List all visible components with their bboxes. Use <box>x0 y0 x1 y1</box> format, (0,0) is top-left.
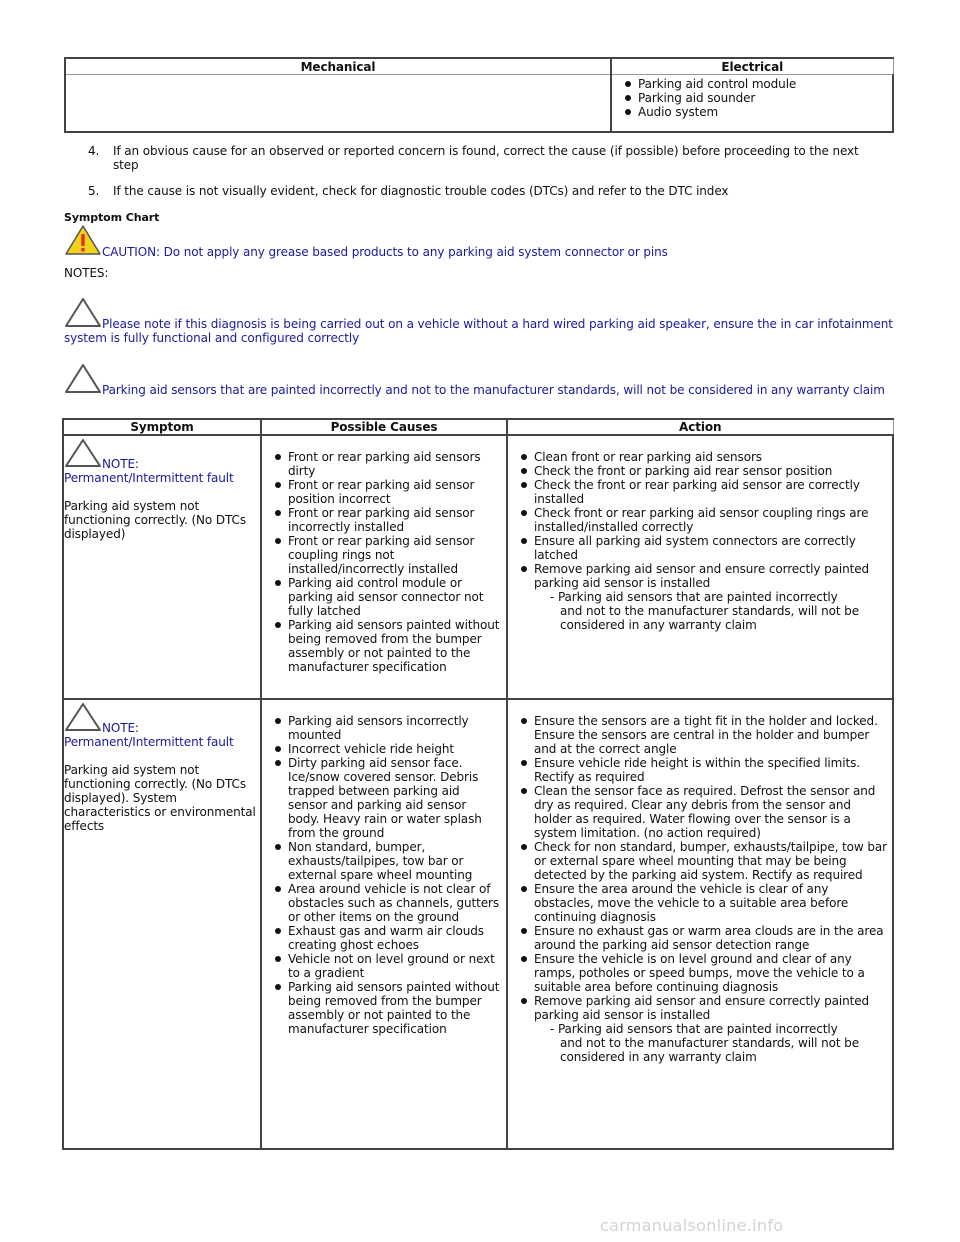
step-5 <box>88 184 878 198</box>
symptom-chart-heading: Symptom Chart <box>64 211 160 224</box>
list-item: Ensure the vehicle is on level ground and clear of any ramps, potholes or speed bumps, move the vehicle to a suitable area before continuing diagnosis <box>534 952 890 994</box>
action-subnote: - Parking aid sensors that are painted incorrectly and not to the manufacturer standards, will not be considered in any warranty claim <box>550 590 859 632</box>
list-item: Ensure vehicle ride height is within the specified limits. Rectify as required <box>534 756 890 784</box>
action-cell <box>507 435 893 699</box>
note-paragraph-1 <box>64 296 894 345</box>
step-text: If an obvious cause for an observed or reported concern is found, correct the cause (if possible) before proceeding to the next step <box>113 144 859 172</box>
header-symptom: Symptom <box>63 419 261 435</box>
note-triangle-icon <box>64 362 102 397</box>
list-item: Incorrect vehicle ride height <box>288 742 500 756</box>
symptom-cell <box>63 435 261 699</box>
list-item: Check the front or rear parking aid sensor are correctly installed <box>534 478 888 506</box>
list-item: Ensure the sensors are a tight fit in the holder and locked. Ensure the sensors are central in the holder and bumper and at the correct angle <box>534 714 890 756</box>
causes-list <box>262 436 506 674</box>
action-cell <box>507 699 893 1149</box>
note-paragraph-2 <box>64 362 894 397</box>
list-item: Ensure all parking aid system connectors are correctly latched <box>534 534 888 562</box>
table-row <box>63 699 893 1149</box>
actions-list <box>508 436 892 590</box>
list-item: Remove parking aid sensor and ensure correctly painted parking aid sensor is installed <box>534 994 890 1022</box>
symptom-table <box>62 418 894 1150</box>
note-text: Permanent/Intermittent fault <box>64 471 234 485</box>
header-electrical: Electrical <box>611 58 893 75</box>
table-row <box>65 75 893 133</box>
step-4 <box>88 144 878 172</box>
list-item: Parking aid control module <box>638 77 892 91</box>
list-item: Clean front or rear parking aid sensors <box>534 450 888 464</box>
mechanical-electrical-table <box>64 57 894 133</box>
action-subnote: - Parking aid sensors that are painted incorrectly and not to the manufacturer standards, will not be considered in any warranty claim <box>550 1022 859 1064</box>
list-item: Audio system <box>638 105 892 119</box>
list-item: Check for non standard, bumper, exhausts/tailpipe, tow bar or external spare wheel mounting that may be being detected by the parking aid system. Rectify as required <box>534 840 890 882</box>
list-item: Check front or rear parking aid sensor coupling rings are installed/installed correctly <box>534 506 888 534</box>
list-item: Dirty parking aid sensor face. Ice/snow covered sensor. Debris trapped between parking aid sensor and parking aid sensor body. Heavy rain or water splash from the ground <box>288 756 500 840</box>
symptom-text: Parking aid system not functioning correctly. (No DTCs displayed) <box>64 499 246 541</box>
header-action: Action <box>507 419 893 435</box>
list-item: Non standard, bumper, exhausts/tailpipes, tow bar or external spare wheel mounting <box>288 840 500 882</box>
list-item: Ensure no exhaust gas or warm area clouds are in the area around the parking aid sensor detection range <box>534 924 890 952</box>
note-label: NOTE: <box>102 457 139 471</box>
caution-text: CAUTION: Do not apply any grease based products to any parking aid system connector or pins <box>102 245 668 259</box>
note-label: NOTE: <box>102 721 139 735</box>
list-item: Parking aid sounder <box>638 91 892 105</box>
list-item: Clean the sensor face as required. Defrost the sensor and dry as required. Clear any debris from the sensor and holder as required. Water flowing over the sensor is a system limitation. (no action required) <box>534 784 890 840</box>
note-triangle-icon <box>64 296 102 331</box>
list-item: Area around vehicle is not clear of obstacles such as channels, gutters or other items on the ground <box>288 882 500 924</box>
mechanical-cell <box>65 75 611 133</box>
list-item: Front or rear parking aid sensor position incorrect <box>288 478 500 506</box>
table-header-row <box>63 419 893 435</box>
causes-cell <box>261 435 507 699</box>
list-item: Front or rear parking aid sensor coupling rings not installed/incorrectly installed <box>288 534 500 576</box>
note-text: Permanent/Intermittent fault <box>64 735 234 749</box>
list-item: Check the front or parking aid rear sensor position <box>534 464 888 478</box>
symptom-cell <box>63 699 261 1149</box>
list-item: Front or rear parking aid sensors dirty <box>288 450 500 478</box>
symptom-text: Parking aid system not functioning correctly. (No DTCs displayed). System characteristics or environmental effects <box>64 763 256 833</box>
note-text: Parking aid sensors that are painted incorrectly and not to the manufacturer standards, will not be considered in any warranty claim <box>102 383 885 397</box>
header-mechanical: Mechanical <box>65 58 611 75</box>
list-item: Parking aid sensors painted without being removed from the bumper assembly or not painted to the manufacturer specification <box>288 618 500 674</box>
note-triangle-icon <box>64 438 102 471</box>
note-triangle-icon <box>64 702 102 735</box>
electrical-cell <box>611 75 893 133</box>
list-item: Ensure the area around the vehicle is clear of any obstacles, move the vehicle to a suitable area before continuing diagnosis <box>534 882 890 924</box>
causes-list <box>262 700 506 1036</box>
table-header-row <box>65 58 893 75</box>
list-item: Vehicle not on level ground or next to a gradient <box>288 952 500 980</box>
caution-line <box>64 224 894 259</box>
step-text: If the cause is not visually evident, check for diagnostic trouble codes (DTCs) and refer to the DTC index <box>113 184 729 198</box>
notes-label: NOTES: <box>64 266 109 280</box>
list-item: Parking aid sensors incorrectly mounted <box>288 714 500 742</box>
list-item: Exhaust gas and warm air clouds creating ghost echoes <box>288 924 500 952</box>
electrical-list <box>612 75 892 119</box>
warning-triangle-icon <box>64 224 102 259</box>
list-item: Parking aid control module or parking aid sensor connector not fully latched <box>288 576 500 618</box>
actions-list <box>508 700 892 1022</box>
watermark: carmanualsonline.info <box>600 1216 784 1235</box>
step-number: 4. <box>88 144 100 158</box>
list-item: Remove parking aid sensor and ensure correctly painted parking aid sensor is installed <box>534 562 888 590</box>
list-item: Parking aid sensors painted without being removed from the bumper assembly or not painted to the manufacturer specification <box>288 980 500 1036</box>
header-possible-causes: Possible Causes <box>261 419 507 435</box>
causes-cell <box>261 699 507 1149</box>
list-item: Front or rear parking aid sensor incorrectly installed <box>288 506 500 534</box>
note-text: Please note if this diagnosis is being carried out on a vehicle without a hard wired parking aid speaker, ensure the in car infotainment system is fully functional and configured correctly <box>64 317 893 345</box>
step-number: 5. <box>88 184 100 198</box>
table-row <box>63 435 893 699</box>
